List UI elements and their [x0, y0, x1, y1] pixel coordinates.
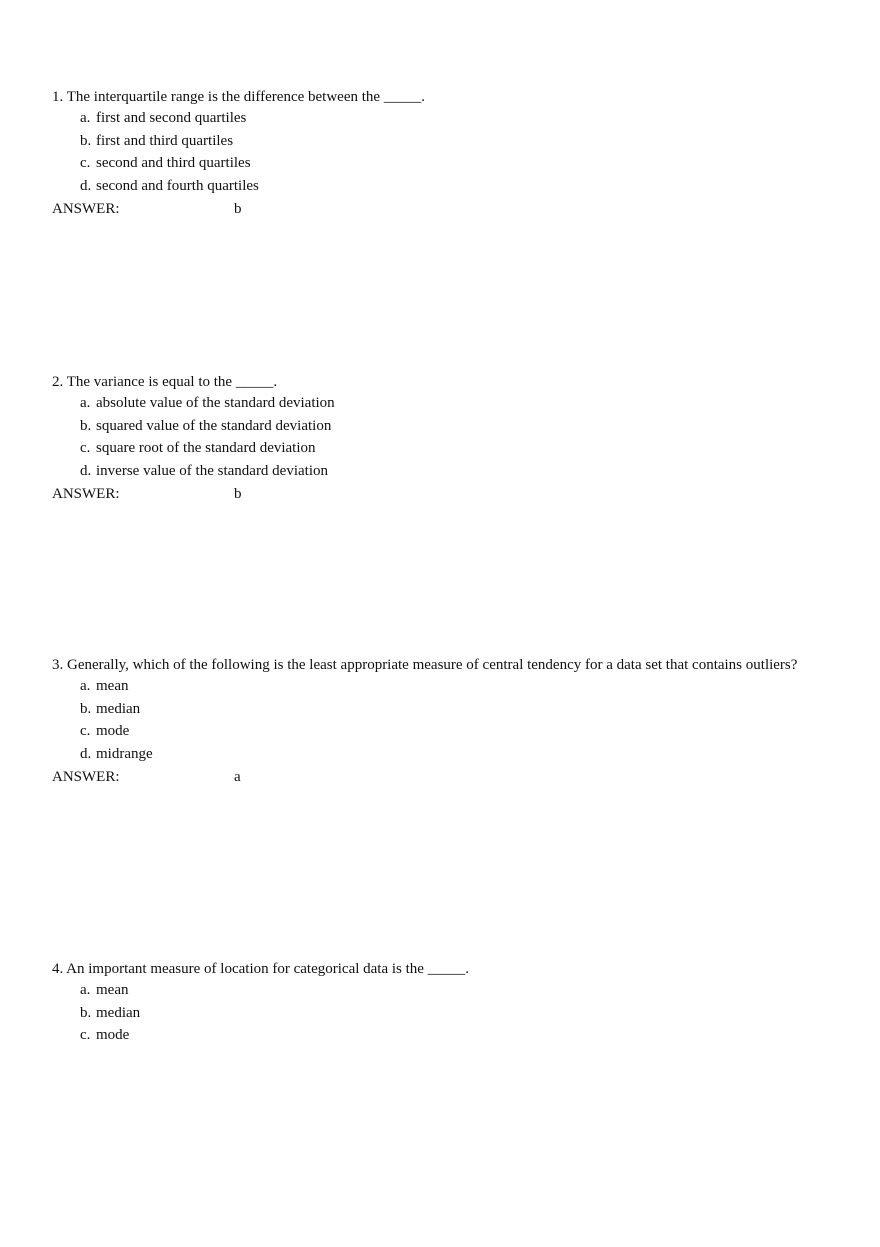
option-letter: b.	[80, 132, 92, 149]
question-stem: 1. The interquartile range is the difference between the _____.	[52, 89, 426, 105]
option-letter: a.	[80, 395, 91, 411]
option-letter: c.	[80, 440, 91, 457]
option-b	[52, 698, 812, 721]
option-list	[52, 392, 812, 483]
answer-value: b	[234, 200, 242, 217]
option-letter: c.	[80, 1027, 91, 1044]
option-letter: a.	[80, 982, 91, 998]
option-text: second and fourth quartiles	[96, 178, 259, 195]
question-stem: 2. The variance is equal to the _____.	[52, 374, 278, 390]
option-list	[52, 979, 812, 1047]
option-text: inverse value of the standard deviation	[96, 463, 329, 480]
option-a	[52, 107, 812, 130]
option-b	[52, 1002, 812, 1025]
option-letter: c.	[80, 723, 91, 740]
question-stem: 4. An important measure of location for categorical data is the _____.	[52, 961, 469, 977]
question-1	[52, 88, 812, 220]
option-letter: b.	[80, 417, 92, 434]
question-4	[52, 960, 812, 1047]
option-letter: b.	[80, 700, 92, 717]
option-b	[52, 415, 812, 438]
answer-label: ANSWER:	[52, 768, 120, 785]
option-a	[52, 392, 812, 415]
answer-value: b	[234, 485, 242, 502]
option-letter: d.	[80, 463, 92, 480]
answer-row	[52, 766, 812, 788]
option-text: second and third quartiles	[96, 155, 251, 172]
option-letter: a.	[80, 678, 91, 694]
question-stem: 3. Generally, which of the following is the least appropriate measure of central tendency for a data set that contains outliers?	[52, 657, 798, 673]
answer-row	[52, 198, 812, 220]
option-text: first and second quartiles	[96, 110, 247, 126]
option-d	[52, 460, 812, 483]
option-text: first and third quartiles	[96, 132, 234, 149]
option-text: median	[96, 1004, 141, 1021]
option-letter: c.	[80, 155, 91, 172]
option-list	[52, 675, 812, 766]
option-d	[52, 175, 812, 198]
option-c	[52, 720, 812, 743]
answer-row	[52, 483, 812, 505]
option-c	[52, 152, 812, 175]
option-c	[52, 1024, 812, 1047]
option-text: mean	[96, 678, 129, 694]
option-letter: d.	[80, 746, 92, 763]
question-2	[52, 373, 812, 505]
answer-label: ANSWER:	[52, 200, 120, 217]
option-letter: b.	[80, 1004, 92, 1021]
option-letter: d.	[80, 178, 92, 195]
option-list	[52, 107, 812, 198]
option-a	[52, 979, 812, 1002]
question-3	[52, 656, 812, 788]
option-text: median	[96, 700, 141, 717]
option-letter: a.	[80, 110, 91, 126]
option-a	[52, 675, 812, 698]
option-c	[52, 437, 812, 460]
option-text: absolute value of the standard deviation	[96, 395, 335, 411]
option-text: square root of the standard deviation	[96, 440, 316, 457]
option-d	[52, 743, 812, 766]
answer-value: a	[234, 768, 241, 785]
answer-label: ANSWER:	[52, 485, 120, 502]
option-b	[52, 130, 812, 153]
option-text: mode	[96, 723, 130, 740]
option-text: mode	[96, 1027, 130, 1044]
option-text: squared value of the standard deviation	[96, 417, 332, 434]
option-text: mean	[96, 982, 129, 998]
option-text: midrange	[96, 746, 153, 763]
